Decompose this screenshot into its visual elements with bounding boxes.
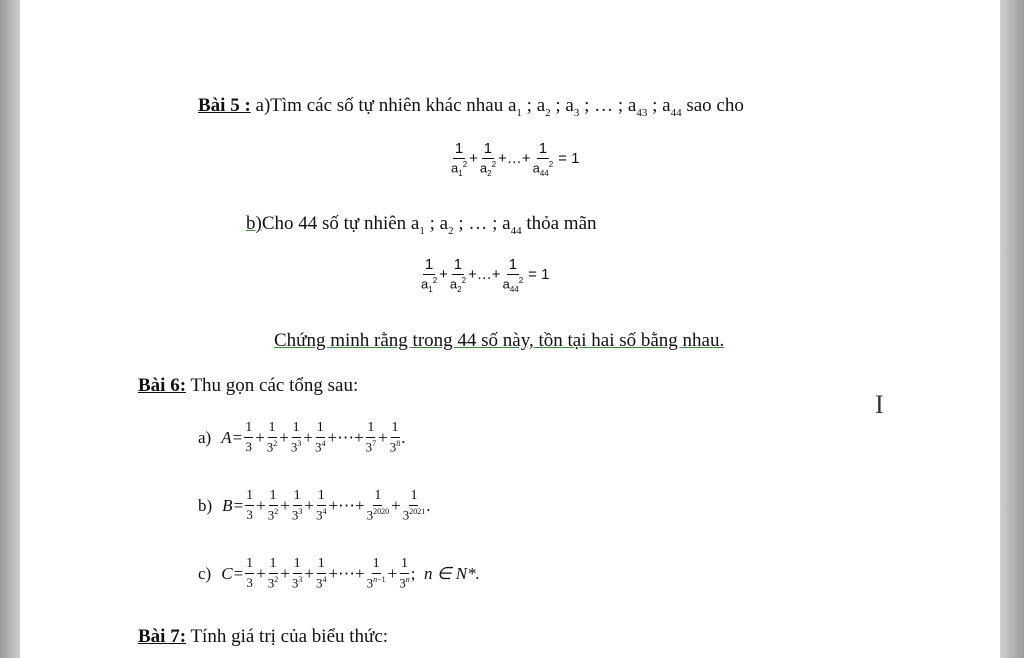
bai5-title: Bài 5 : xyxy=(198,95,251,116)
bai5-equation-b: 1 $a_1^2$ + $\frac{1}{a_2^2}$ +…+ $\frac{1}{a_{44}^2}$ = 1 xyxy=(421,256,550,294)
bai6-line xyxy=(138,375,358,397)
bai7-title: Bài 7: xyxy=(138,626,187,647)
bai5-part-a-end: sao cho xyxy=(686,95,744,116)
bai6-title: Bài 6: xyxy=(138,375,187,396)
bai5-part-a-text: a)Tìm các số tự nhiên khác nhau a xyxy=(255,95,517,116)
bai5-line-b: b)Cho 44 số tự nhiên $a_1$ ; $a_2$ ; … ; $a_{44}$ thỏa mãn xyxy=(246,213,597,237)
window-frame-right xyxy=(1000,0,1024,658)
bai6-intro: Thu gọn các tổng sau: xyxy=(190,375,359,396)
bai7-line xyxy=(138,626,388,648)
bai5-conclusion: Chứng minh rằng trong 44 số này, tồn tại hai số bằng nhau. xyxy=(274,330,725,351)
bai6-formula-a: a) A = $\frac{1}{3}$ + $\frac{1}{3^2}$ + $\frac{1}{3^3}$ + $\frac{1}{3^4}$ +⋯+ $\frac{1}{3^7}$ + $\frac{1}{3^8}$ . xyxy=(198,420,406,455)
bai5-part-b-text: Cho 44 số tự nhiên a xyxy=(261,213,420,234)
bai7-intro: Tính giá trị của biểu thức: xyxy=(190,626,389,647)
bai6-formula-b: b) B = $\frac{1}{3}$ + $\frac{1}{3^2}$ + $\frac{1}{3^3}$ + $\frac{1}{3^4}$ +⋯+ $\frac{1}{3^{2020}}$ + $\frac{1}{3^{2021}}$ . xyxy=(198,488,431,523)
bai5-part-b-label: b) xyxy=(246,213,262,234)
bai5-equation-a: 1 $a_1^2$ + $\frac{1}{a_2^2}$ +…+ $\frac{1}{a_{44}^2}$ = 1 xyxy=(451,140,580,178)
window-frame-left xyxy=(0,0,20,658)
bai6-formula-c: c) C = $\frac{1}{3}$ + $\frac{1}{3^2}$ + $\frac{1}{3^3}$ + $\frac{1}{3^4}$ +⋯+ $\frac{1}{3^{n-1}}$ + $\frac{1}{3^n}$ ; n ∈ N*. xyxy=(198,556,480,591)
document-page xyxy=(20,0,1000,658)
bai5-part-b-end: thỏa mãn xyxy=(526,213,597,234)
bai5-line-a: Bài 5 : a)Tìm các số tự nhiên khác nhau $a_1$ ; $a_2$ ; $a_3$ ; … ; $a_{43}$ ; $a_{44}$ sao cho xyxy=(198,95,744,119)
text-cursor-icon: I xyxy=(875,390,884,419)
